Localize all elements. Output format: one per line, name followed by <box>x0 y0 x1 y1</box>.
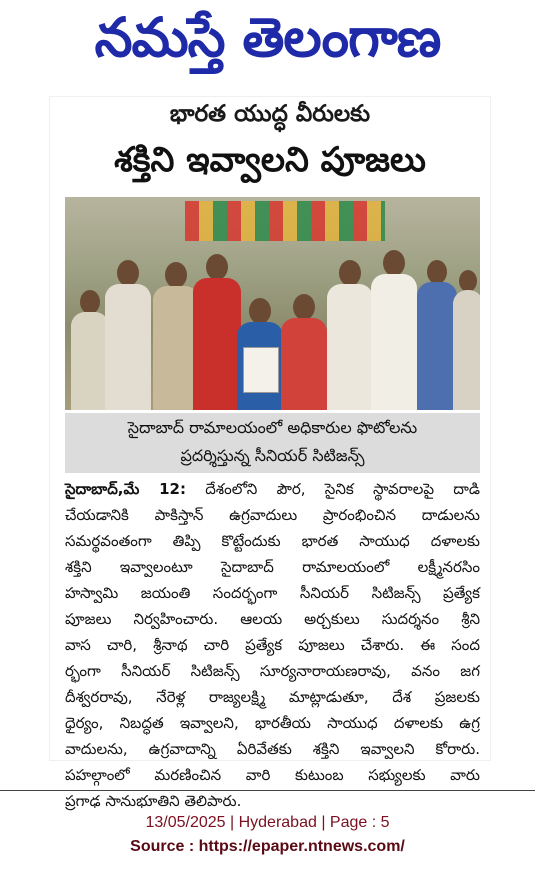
photo-person <box>105 260 151 410</box>
body-line: సమర్థవంతంగా తిప్పి కొట్టేందుకు భారత సాయుధ దళాలకు <box>65 532 480 550</box>
photo-backdrop-decoration <box>185 201 385 241</box>
caption-line: సైదాబాద్ రామాలయంలో అధికారుల ఫొటోలను <box>127 418 418 437</box>
photo-person <box>71 290 109 410</box>
body-line: వాస చారి, శ్రీనాథ చారి ప్రత్యేక పూజలు చేశారు. ఈ సంద <box>65 636 480 654</box>
caption-line: ప్రదర్శిస్తున్న సీనియర్ సిటిజన్స్ <box>180 446 365 465</box>
body-line: పూజలు నిర్వహించారు. ఆలయ అర్చకులు సుదర్శనం శ్రీని <box>65 610 480 628</box>
article-headline: శక్తిని ఇవ్వాలని పూజలు <box>114 140 426 180</box>
body-line: ర్భంగా సీనియర్ సిటిజన్స్ సూర్యనారాయణరావు, వనం జగ <box>65 662 480 680</box>
photo-person <box>371 250 417 410</box>
body-line: ధైర్యం, నిబద్ధత ఇవ్వాలని, భారతీయ సాయుధ దళాలకు ఉగ్ర <box>65 714 480 732</box>
body-line: ప్రగాఢ సానుభూతిని తెలిపారు. <box>65 792 242 810</box>
article-photo <box>65 197 480 410</box>
body-line: శక్తిని ఇవ్వాలంటూ సైదాబాద్ రామాలయంలో లక్ష్మీనరసిం <box>65 558 480 576</box>
photo-person <box>453 270 480 410</box>
footer-edition-info: 13/05/2025 | Hyderabad | Page : 5 <box>145 814 390 831</box>
body-line: చేయడానికి పాకిస్తాన్ ఉగ్రవాదులు ప్రారంభించిన దాడులను <box>65 506 480 524</box>
photo-person <box>417 260 457 410</box>
photo-person <box>193 254 241 410</box>
newspaper-masthead: నమస్తే తెలంగాణ <box>94 6 441 69</box>
body-line: పహల్గాంలో మరణించిన వారి కుటుంబ సభ్యులకు వారు <box>65 766 480 784</box>
article-clipping <box>50 97 490 810</box>
body-line: వాదులను, ఉగ్రవాదాన్ని ఏరివేతకు శక్తిని ఇవ్వాలని కోరారు. <box>65 740 480 758</box>
body-line: దీశ్వరరావు, నేరెళ్ల రాజ్యలక్ష్మి మాట్లాడుతూ, దేశ ప్రజలకు <box>65 688 480 706</box>
photo-person <box>281 294 327 410</box>
body-line: హస్వామి జయంతి సందర్భంగా సీనియర్ సిటిజన్స్ ప్రత్యేక <box>65 584 480 602</box>
photo-person <box>327 260 373 410</box>
article-dateline: సైదాబాద్,మే 12: <box>65 480 186 498</box>
footer-divider <box>0 790 535 791</box>
article-kicker: భారత యుద్ధ వీరులకు <box>169 101 371 127</box>
photo-caption <box>65 413 480 473</box>
body-line: సైదాబాద్,మే 12: దేశంలోని పౌర, సైనిక స్థావరాలపై దాడి <box>65 480 480 498</box>
displayed-photo-poster <box>243 347 279 393</box>
footer-source-link[interactable]: Source : https://epaper.ntnews.com/ <box>130 838 405 855</box>
